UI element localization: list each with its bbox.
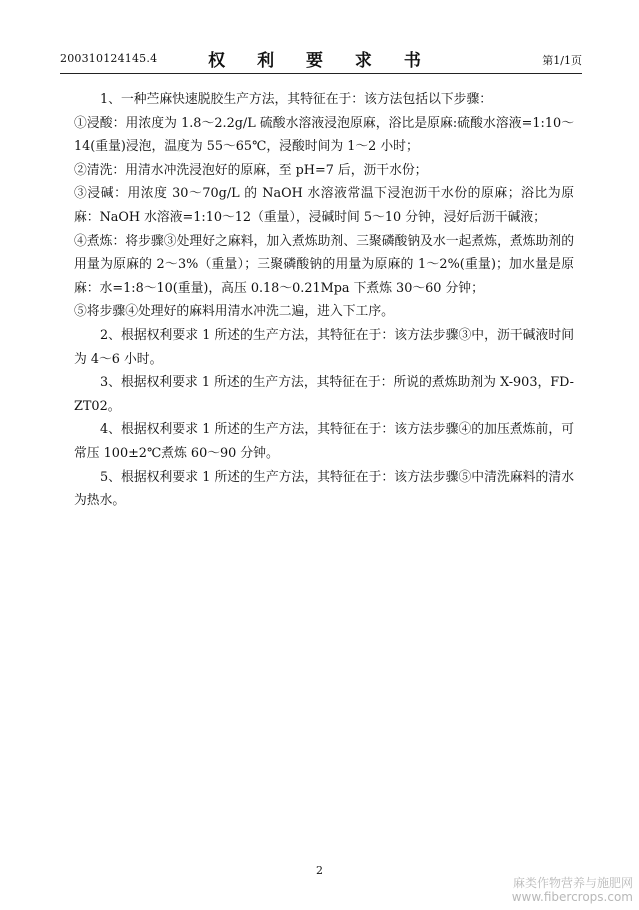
watermark-site-name: 麻类作物营养与施肥网 [512,876,633,890]
document-title: 权 利 要 求 书 [208,51,434,71]
claim-4: 4、根据权利要求 1 所述的生产方法，其特征在于：该方法步骤④的加压煮炼前，可常压 100±2℃煮炼 60～90 分钟。 [74,422,574,461]
claim-1-step-2: ②清洗：用清水冲洗浸泡好的原麻，至 pH=7 后，沥干水份； [74,162,428,178]
claims-body [74,88,574,513]
page-count: 第1/1页 [542,54,582,67]
claim-1-step-1: ①浸酸：用浓度为 1.8～2.2g/L 硫酸水溶液浸泡原麻，浴比是原麻:硫酸水溶液=1:10～14(重量)浸泡，温度为 55～65℃，浸酸时间为 1～2 小时； [74,115,574,155]
claim-2: 2、根据权利要求 1 所述的生产方法，其特征在于：该方法步骤③中，沥干碱液时间为 4～6 小时。 [74,327,574,367]
site-watermark [512,876,633,904]
claim-1-intro: 1、一种苎麻快速脱胶生产方法，其特征在于：该方法包括以下步骤： [100,92,493,107]
header-divider [60,73,582,74]
claim-1-step-3: ③浸碱：用浓度 30～70g/L 的 NaOH 水溶液常温下浸泡沥干水份的原麻；浴比为原麻：NaOH 水溶液=1:10～12（重量），浸碱时间 5～10 分钟，浸好后沥干碱液； [74,186,574,225]
claim-1-step-5: ⑤将步骤④处理好的麻料用清水冲洗二遍，进入下工序。 [74,304,394,320]
patent-application-number: 200310124145.4 [60,52,158,65]
page-header [60,42,582,72]
claim-5: 5、根据权利要求 1 所述的生产方法，其特征在于：该方法步骤⑤中清洗麻料的清水为热水。 [74,469,574,509]
page-number: 2 [316,864,323,877]
claim-1-step-4: ④煮炼：将步骤③处理好之麻料，加入煮炼助剂、三聚磷酸钠及水一起煮炼，煮炼助剂的用量为原麻的 2～3%（重量）；三聚磷酸钠的用量为原麻的 1～2%(重量)；加水量是原麻：水=1:8～10(重量)，高压 0.18～0.21Mpa 下煮炼 30～60 分钟； [74,233,574,296]
claim-3: 3、根据权利要求 1 所述的生产方法，其特征在于：所说的煮炼助剂为 X-903，FD-ZT02。 [74,375,574,414]
watermark-url: www.fibercrops.com [511,890,633,904]
